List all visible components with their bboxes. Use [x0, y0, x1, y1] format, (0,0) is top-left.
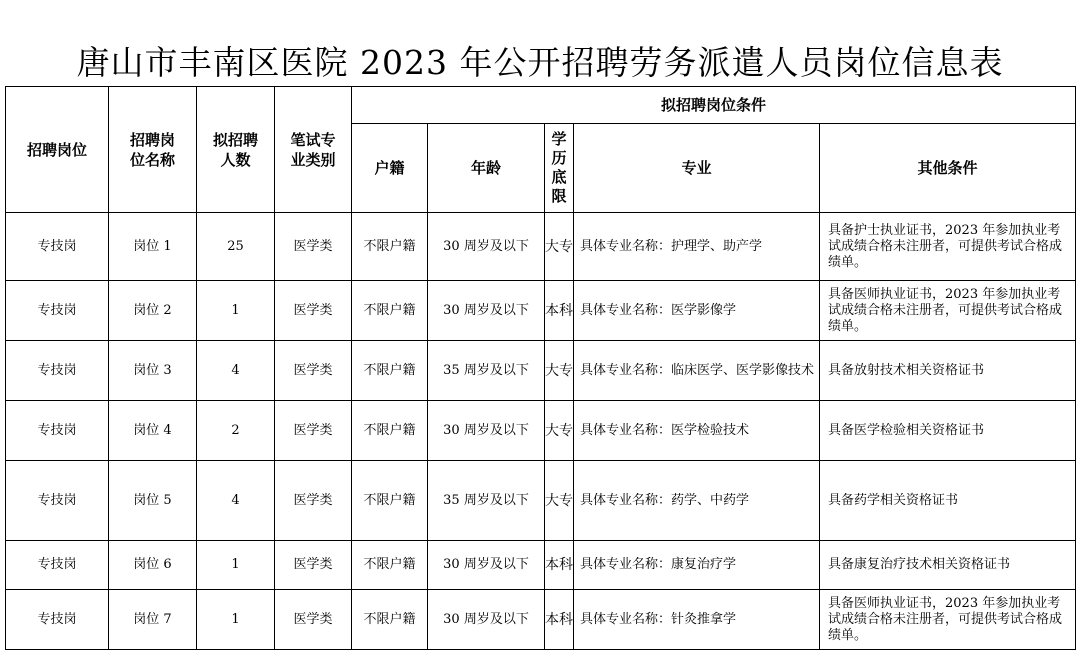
cell-education: 本科 — [545, 541, 574, 590]
cell-household: 不限户籍 — [352, 590, 428, 650]
cell-age: 35 周岁及以下 — [428, 461, 545, 541]
header-exam-category: 笔试专业类别 — [275, 87, 352, 213]
cell-major: 具体专业名称：康复治疗学 — [574, 541, 820, 590]
cell-count: 4 — [197, 461, 275, 541]
cell-other: 具备放射技术相关资格证书 — [820, 341, 1076, 401]
cell-major: 具体专业名称：针灸推拿学 — [574, 590, 820, 650]
cell-category: 医学类 — [275, 401, 352, 461]
table-row — [6, 213, 1076, 281]
page-title: 唐山市丰南区医院 2023 年公开招聘劳务派遣人员岗位信息表 — [76, 43, 1004, 82]
cell-count: 2 — [197, 401, 275, 461]
cell-count: 1 — [197, 281, 275, 341]
cell-category: 医学类 — [275, 461, 352, 541]
cell-household: 不限户籍 — [352, 541, 428, 590]
header-age: 年龄 — [428, 124, 545, 213]
table-row — [6, 401, 1076, 461]
cell-other: 具备康复治疗技术相关资格证书 — [820, 541, 1076, 590]
cell-age: 30 周岁及以下 — [428, 213, 545, 281]
cell-major: 具体专业名称：医学检验技术 — [574, 401, 820, 461]
cell-name: 岗位 4 — [109, 401, 197, 461]
cell-position: 专技岗 — [6, 401, 109, 461]
cell-position: 专技岗 — [6, 341, 109, 401]
cell-name: 岗位 2 — [109, 281, 197, 341]
cell-other: 具备护士执业证书，2023 年参加执业考试成绩合格未注册者，可提供考试合格成绩单。 — [820, 213, 1076, 281]
cell-age: 30 周岁及以下 — [428, 281, 545, 341]
cell-category: 医学类 — [275, 541, 352, 590]
header-row-top — [6, 87, 1076, 124]
cell-other: 具备医师执业证书，2023 年参加执业考试成绩合格未注册者，可提供考试合格成绩单。 — [820, 281, 1076, 341]
header-household: 户籍 — [352, 124, 428, 213]
cell-education: 大专 — [545, 461, 574, 541]
cell-other: 具备医学检验相关资格证书 — [820, 401, 1076, 461]
cell-name: 岗位 7 — [109, 590, 197, 650]
cell-age: 35 周岁及以下 — [428, 341, 545, 401]
cell-count: 1 — [197, 541, 275, 590]
cell-household: 不限户籍 — [352, 341, 428, 401]
cell-category: 医学类 — [275, 213, 352, 281]
header-conditions-group: 拟招聘岗位条件 — [352, 87, 1076, 124]
header-position: 招聘岗位 — [6, 87, 109, 213]
cell-education: 大专 — [545, 401, 574, 461]
cell-major: 具体专业名称：医学影像学 — [574, 281, 820, 341]
cell-name: 岗位 3 — [109, 341, 197, 401]
cell-name: 岗位 6 — [109, 541, 197, 590]
header-major: 专业 — [574, 124, 820, 213]
cell-name: 岗位 1 — [109, 213, 197, 281]
table-row — [6, 590, 1076, 650]
cell-education: 本科 — [545, 590, 574, 650]
cell-education: 大专 — [545, 341, 574, 401]
cell-major: 具体专业名称：药学、中药学 — [574, 461, 820, 541]
cell-count: 25 — [197, 213, 275, 281]
cell-other: 具备药学相关资格证书 — [820, 461, 1076, 541]
cell-position: 专技岗 — [6, 461, 109, 541]
cell-household: 不限户籍 — [352, 461, 428, 541]
cell-position: 专技岗 — [6, 281, 109, 341]
cell-position: 专技岗 — [6, 541, 109, 590]
cell-category: 医学类 — [275, 341, 352, 401]
table-row — [6, 461, 1076, 541]
cell-age: 30 周岁及以下 — [428, 541, 545, 590]
cell-education: 本科 — [545, 281, 574, 341]
table-row — [6, 281, 1076, 341]
cell-household: 不限户籍 — [352, 401, 428, 461]
positions-table — [5, 86, 1076, 650]
cell-major: 具体专业名称：护理学、助产学 — [574, 213, 820, 281]
cell-household: 不限户籍 — [352, 281, 428, 341]
header-count: 拟招聘人数 — [197, 87, 275, 213]
cell-age: 30 周岁及以下 — [428, 401, 545, 461]
header-education: 学历底限 — [545, 124, 574, 213]
cell-position: 专技岗 — [6, 590, 109, 650]
cell-major: 具体专业名称：临床医学、医学影像技术 — [574, 341, 820, 401]
table-row — [6, 541, 1076, 590]
cell-name: 岗位 5 — [109, 461, 197, 541]
cell-count: 1 — [197, 590, 275, 650]
cell-count: 4 — [197, 341, 275, 401]
cell-other: 具备医师执业证书，2023 年参加执业考试成绩合格未注册者，可提供考试合格成绩单。 — [820, 590, 1076, 650]
header-position-name: 招聘岗位名称 — [109, 87, 197, 213]
cell-household: 不限户籍 — [352, 213, 428, 281]
table-row — [6, 341, 1076, 401]
cell-education: 大专 — [545, 213, 574, 281]
cell-age: 30 周岁及以下 — [428, 590, 545, 650]
cell-category: 医学类 — [275, 590, 352, 650]
header-other: 其他条件 — [820, 124, 1076, 213]
cell-position: 专技岗 — [6, 213, 109, 281]
cell-category: 医学类 — [275, 281, 352, 341]
